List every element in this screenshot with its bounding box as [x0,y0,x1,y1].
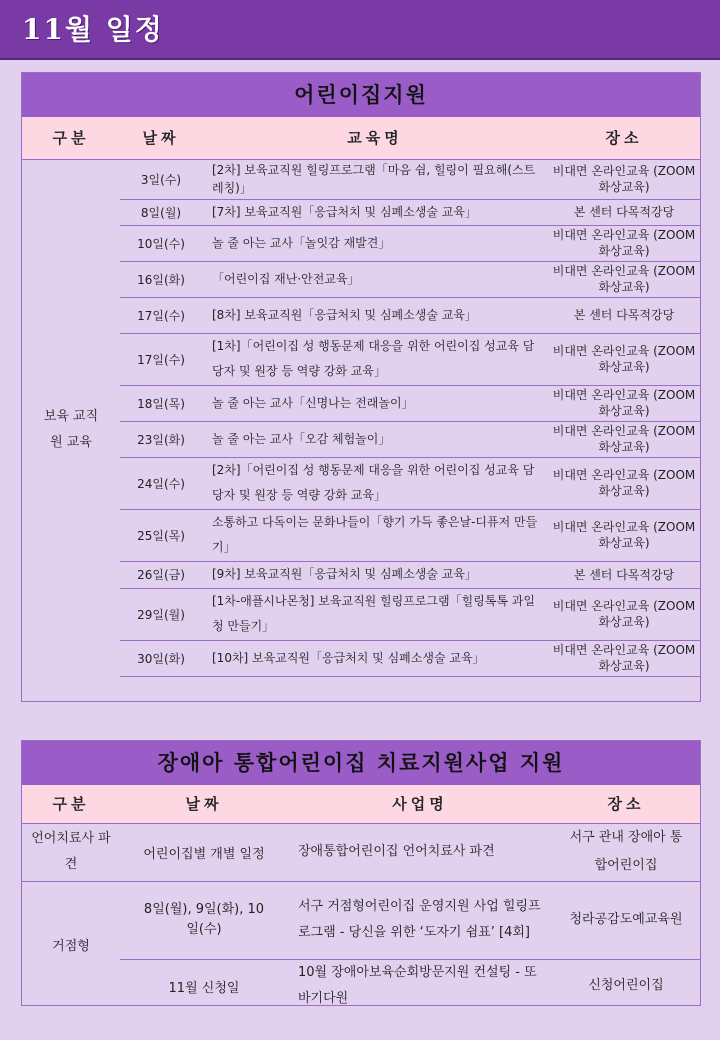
row-place: 비대면 온라인교육 (ZOOM 화상교육) [548,421,700,457]
table-row [22,333,700,385]
table-row [22,640,700,676]
table-row [22,199,700,225]
row-place: 비대면 온라인교육 (ZOOM 화상교육) [548,457,700,509]
row-date: 17일(수) [120,333,202,385]
row-name: [7차] 보육교직원「응급처치 및 심폐소생술 교육」 [202,199,548,225]
col-date: 날짜 [120,117,202,159]
table-row [22,881,700,959]
row-name: 서구 거점형어린이집 운영지원 사업 힐링프로그램 - 당신을 위한 ‘도자기 쉼표’ [4회] [288,881,552,959]
row-name: [1차-애플시나몬청] 보육교직원 힐링프로그램「힐링톡톡 과일청 만들기」 [202,588,548,640]
col-date: 날짜 [120,785,288,823]
row-date: 11월 신청일 [168,980,240,996]
row-name: [8차] 보육교직원「응급처치 및 심폐소생술 교육」 [202,297,548,333]
row-date: 어린이집별 개별 일정 [120,823,288,881]
table-row [22,823,700,881]
section2-title: 장애아 통합어린이집 치료지원사업 지원 [22,741,700,785]
row-name: [10차] 보육교직원「응급처치 및 심폐소생술 교육」 [202,640,548,676]
row-name: [1차]「어린이집 성 행동문제 대응을 위한 어린이집 성교육 담당자 및 원장 등 역량 강화 교육」 [202,333,548,385]
row-name: 10월 장애아보육순회방문지원 컨설팅 - 또바기다원 [298,965,537,1007]
section-childcare-support [21,72,701,702]
col-name: 교육명 [202,117,548,159]
row-place: 비대면 온라인교육 (ZOOM 화상교육) [548,640,700,676]
row-date: 10일(수) [120,225,202,261]
row-place: 비대면 온라인교육 (ZOOM 화상교육) [548,509,700,561]
row-name: [2차]「어린이집 성 행동문제 대응을 위한 어린이집 성교육 담당자 및 원장 등 역량 강화 교육」 [202,457,548,509]
section-disabled-child-support [21,740,701,1006]
category-cell: 보육 교직원 교육 [43,408,99,450]
col-project-name: 사업명 [288,785,552,823]
row-name: 소통하고 다독이는 문화나들이「향기 가득 좋은날-디퓨저 만들기」 [202,509,548,561]
row-date: 8일(월), 9일(화), 10일(수) [120,881,288,959]
row-date: 30일(화) [120,640,202,676]
row-name: [9차] 보육교직원「응급처치 및 심폐소생술 교육」 [202,561,548,588]
row-place: 비대면 온라인교육 (ZOOM 화상교육) [548,588,700,640]
section2-table [22,785,700,1013]
row-place: 비대면 온라인교육 (ZOOM 화상교육) [548,385,700,421]
section2-header-row [22,785,700,823]
row-place: 청라공감도예교육원 [552,881,700,959]
row-date: 16일(화) [120,261,202,297]
table-row [22,385,700,421]
table-row [22,959,700,1013]
table-row [22,159,700,199]
row-place: 비대면 온라인교육 (ZOOM 화상교육) [548,333,700,385]
row-date: 26일(금) [120,561,202,588]
section1-header-row [22,117,700,159]
row-date: 17일(수) [120,297,202,333]
section1-table [22,117,700,700]
row-date: 25일(목) [120,509,202,561]
row-name: [2차] 보육교직원 힐링프로그램「마음 쉼, 힐링이 필요해(스트레칭)」 [202,159,548,199]
row-name: 장애통합어린이집 언어치료사 파견 [288,823,552,881]
col-category: 구분 [22,785,120,823]
row-place: 비대면 온라인교육 (ZOOM 화상교육) [548,159,700,199]
col-category: 구분 [22,117,120,159]
row-date: 3일(수) [120,159,202,199]
row-date: 24일(수) [120,457,202,509]
empty-row [22,676,700,700]
table-row [22,588,700,640]
row-place: 본 센터 다목적강당 [548,199,700,225]
row-place: 신청어린이집 [588,978,664,994]
row-date: 18일(목) [120,385,202,421]
row-place: 본 센터 다목적강당 [548,561,700,588]
row-place: 비대면 온라인교육 (ZOOM 화상교육) [548,225,700,261]
row-date: 29일(월) [120,588,202,640]
row-name: 놀 줄 아는 교사「오감 체험놀이」 [202,421,548,457]
table-row [22,297,700,333]
row-place: 서구 관내 장애아 통합어린이집 [552,823,700,881]
table-row [22,261,700,297]
col-place: 장소 [548,117,700,159]
row-category: 언어치료사 파견 [22,823,120,881]
row-place: 비대면 온라인교육 (ZOOM 화상교육) [548,261,700,297]
table-row [22,421,700,457]
page-title: 11월 일정 [22,13,164,46]
table-row [22,509,700,561]
row-name: 놀 줄 아는 교사「놀잇감 재발견」 [202,225,548,261]
row-name: 놀 줄 아는 교사「신명나는 전래놀이」 [202,385,548,421]
row-date: 23일(화) [120,421,202,457]
page-header [0,0,720,60]
row-category: 거점형 [52,939,90,955]
section1-title: 어린이집지원 [22,73,700,117]
row-date: 8일(월) [120,199,202,225]
row-place: 본 센터 다목적강당 [548,297,700,333]
table-row [22,561,700,588]
row-name: 「어린이집 재난·안전교육」 [202,261,548,297]
table-row [22,225,700,261]
table-row [22,457,700,509]
col-place: 장소 [552,785,700,823]
